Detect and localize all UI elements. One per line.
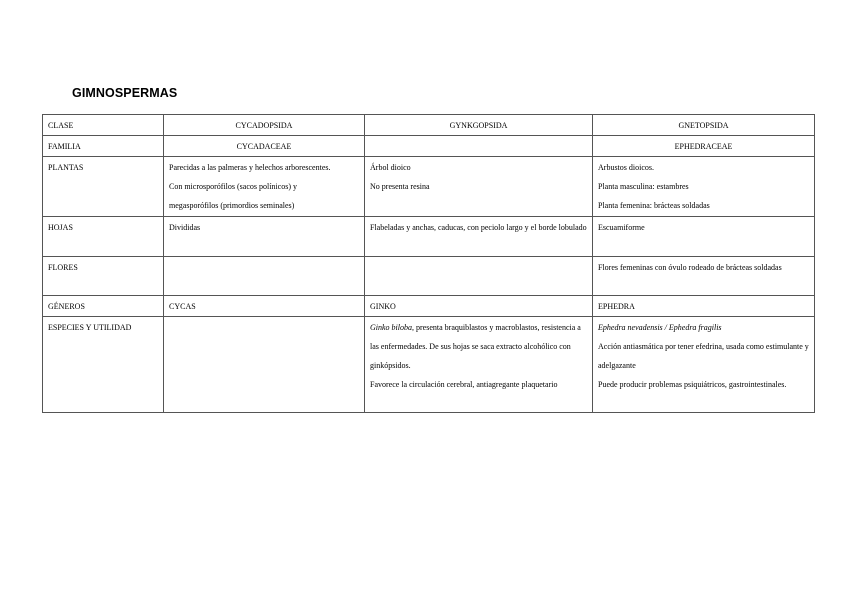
cell-line: Parecidas a las palmeras y helechos arborescentes.: [169, 163, 331, 172]
cell-line: Con microsporófilos (sacos polínicos) y: [169, 182, 297, 191]
cell-especies-gynk: [365, 317, 593, 413]
cell-hojas-gynk: [365, 217, 593, 257]
cell-plantas-gynk: [365, 157, 593, 217]
cell-line: Planta masculina: estambres: [598, 182, 689, 191]
row-label-plantas: PLANTAS: [43, 157, 164, 217]
table-row-hojas: [43, 217, 815, 257]
cell-familia-cycad: CYCADACEAE: [164, 136, 365, 157]
cell-text: Acción antiasmática por tener efedrina, usada como estimulante y adelgazante: [598, 342, 809, 370]
row-label-flores: FLORES: [43, 257, 164, 296]
cell-text: Flabeladas y anchas, caducas, con peciolo largo y el borde lobulado: [370, 223, 587, 232]
cell-especies-gnet: [593, 317, 815, 413]
cell-generos-gynk: GINKO: [365, 296, 593, 317]
header-cell-gynkgopsida: GYNKGOPSIDA: [365, 115, 593, 136]
table-row-generos: [43, 296, 815, 317]
table-row-familia: [43, 136, 815, 157]
header-cell-gnetopsida: GNETOPSIDA: [593, 115, 815, 136]
row-label-hojas: HOJAS: [43, 217, 164, 257]
cell-generos-cycad: CYCAS: [164, 296, 365, 317]
cell-text: Flores femeninas con óvulo rodeado de brácteas soldadas: [598, 263, 782, 272]
cell-hojas-cycad: Divididas: [164, 217, 365, 257]
table-row-especies: [43, 317, 815, 413]
cell-familia-gnet: EPHEDRACEAE: [593, 136, 815, 157]
cell-line: Planta femenina: brácteas soldadas: [598, 201, 710, 210]
cell-flores-cycad: [164, 257, 365, 296]
cell-hojas-gnet: Escuamiforme: [593, 217, 815, 257]
cell-flores-gynk: [365, 257, 593, 296]
table-row-plantas: [43, 157, 815, 217]
cell-especies-cycad: [164, 317, 365, 413]
header-cell-clase: CLASE: [43, 115, 164, 136]
row-label-generos: GÉNEROS: [43, 296, 164, 317]
table-header-row: [43, 115, 815, 136]
species-description: , presenta braquiblastos y macroblastos, resistencia a las enfermedades. De sus hojas se saca extracto alcohólico con ginkópsidos.: [370, 323, 581, 370]
cell-text: [370, 318, 587, 375]
cell-familia-gynk: [365, 136, 593, 157]
gymnosperm-table: [42, 114, 815, 413]
cell-text: Favorece la circulación cerebral, antiagregante plaquetario: [370, 380, 558, 389]
cell-flores-gnet: [593, 257, 815, 296]
cell-generos-gnet: EPHEDRA: [593, 296, 815, 317]
species-name: Ginko biloba: [370, 323, 412, 332]
row-label-especies: ESPECIES Y UTILIDAD: [43, 317, 164, 413]
cell-line: megasporófilos (primordios seminales): [169, 201, 295, 210]
cell-line: No presenta resina: [370, 182, 430, 191]
cell-plantas-cycad: [164, 157, 365, 217]
species-name: Ephedra nevadensis / Ephedra fragilis: [598, 323, 722, 332]
cell-plantas-gnet: [593, 157, 815, 217]
row-label-familia: FAMILIA: [43, 136, 164, 157]
table-row-flores: [43, 257, 815, 296]
cell-text: Puede producir problemas psiquiátricos, gastrointestinales.: [598, 380, 787, 389]
page-title: GIMNOSPERMAS: [72, 86, 178, 100]
cell-line: Árbol dioico: [370, 163, 411, 172]
header-cell-cycadopsida: CYCADOPSIDA: [164, 115, 365, 136]
cell-line: Arbustos dioicos.: [598, 163, 654, 172]
